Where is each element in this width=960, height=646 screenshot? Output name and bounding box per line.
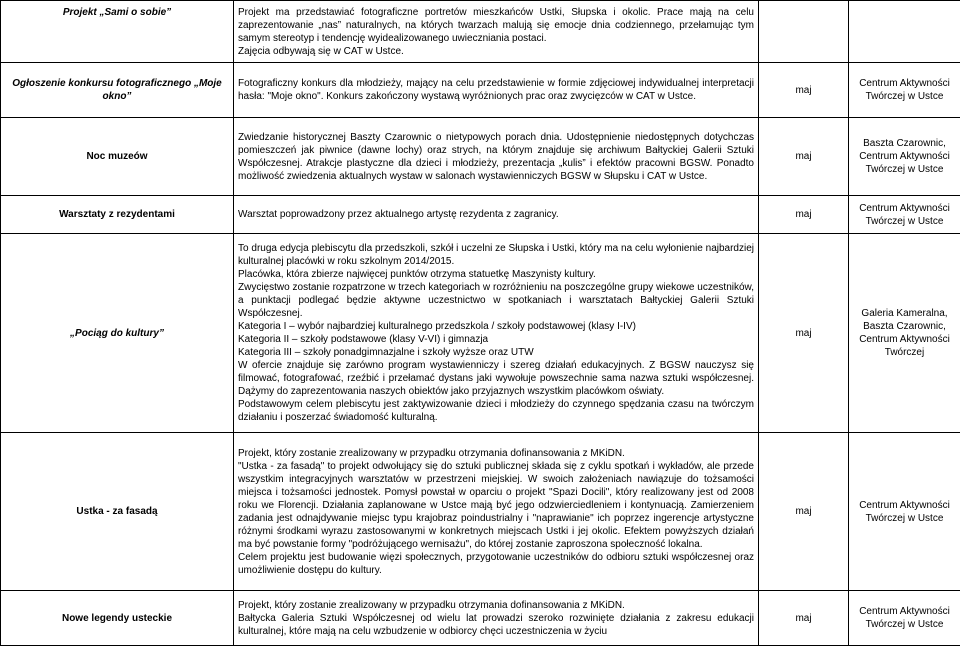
table-row: [1, 433, 960, 591]
table-row: [1, 63, 960, 118]
event-month: [759, 1, 849, 63]
event-description: Projekt, który zostanie zrealizowany w przypadku otrzymania dofinansowania z MKiDN. Bałtycka Galeria Sztuki Współczesnej od wielu lat prowadzi szeroko rozwinięte działania z zakresu edukacji kulturalnej, które mają na celu wzbudzenie w odbiorcy chęci uczestniczenia w życiu: [234, 591, 759, 646]
table-row: [1, 234, 960, 433]
event-description: Projekt ma przedstawiać fotograficzne portretów mieszkańców Ustki, Słupska i okolic. Prace mają na celu zaprezentowanie „nas” naturalnych, na których twarzach malują się emocje dnia codziennego, przełamując tym samym stereotyp i tendencję wyidealizowanego uwieczniania postaci. Zajęcia odbywają się w CAT w Ustce.: [234, 1, 759, 63]
event-month: maj: [759, 196, 849, 234]
event-month: maj: [759, 591, 849, 646]
table-row: [1, 1, 960, 63]
event-description: Projekt, który zostanie zrealizowany w przypadku otrzymania dofinansowania z MKiDN. "Ustka - za fasadą" to projekt odwołujący się do sztuki publicznej składa się z cyklu spotkań i wykładów, ale przede wszystkim integracyjnych warsztatów w przestrzeni miejskiej. W swoich założeniach nawiązuje do tożsamości miejsca i tożsamości jednostek. Pomysł powstał w oparciu o projekt "Spazi Docili", który realizowany jest od 2008 roku we Florencji. Działania zaplanowane w Ustce mają być jego odzwierciedleniem i kontynuacją. Zamierzeniem zadania jest odnajdywanie miejsc typu krajobraz poindustrialny i "naprawianie" ich poprzez ingerencje artystyczne różnymi środkami wyrazu zastosowanymi w konkretnych miejscach Ustki i jej okolic. Efektem powyższych działań ma być powstanie formy "podróżującego wernisażu", do której zostanie zaproszona społeczność lokalna. Celem projektu jest budowanie więzi społecznych, przygotowanie uczestników do odbioru sztuki współczesnej oraz umożliwienie dostępu do kultury.: [234, 433, 759, 591]
event-description: Fotograficzny konkurs dla młodzieży, mający na celu przedstawienie w formie zdjęciowej indywidualnej interpretacji hasła: "Moje okno". Konkurs zakończony wystawą wyróżnionych prac oraz zwycięzców w CAT w Ustce.: [234, 63, 759, 118]
table-row: [1, 196, 960, 234]
event-month: maj: [759, 234, 849, 433]
event-description: Warsztat poprowadzony przez aktualnego artystę rezydenta z zagranicy.: [234, 196, 759, 234]
event-place: Centrum Aktywności Twórczej w Ustce: [849, 63, 960, 118]
table-row: [1, 118, 960, 196]
event-description: To druga edycja plebiscytu dla przedszkoli, szkół i uczelni ze Słupska i Ustki, który ma na celu wyłonienie najbardziej kulturalnej placówki w roku szkolnym 2014/2015. Placówka, która zbierze najwięcej punktów otrzyma statuetkę Maszynisty kultury. Zwycięstwo zostanie rozpatrzone w trzech kategoriach w rozróżnieniu na poszczególne grupy wiekowe uczestników, a punktacji podlegać będzie aktywne uczestnictwo w spotkaniach i warsztatach Bałtyckiej Galerii Sztuki Współczesnej. Kategoria I – wybór najbardziej kulturalnego przedszkola / szkoły podstawowej (klasy I-IV) Kategoria II – szkoły podstawowe (klasy V-VI) i gimnazja Kategoria III – szkoły ponadgimnazjalne i szkoły wyższe oraz UTW W ofercie znajduje się zarówno program wystawienniczy i szereg działań edukacyjnych. Z BGSW nauczysz się filmować, fotografować, rzeźbić i przełamać dystans jaki wywołuje powszechnie sama nazwa sztuki współczesnej. Dążymy do zaprezentowania naszych obiektów jako przyjaznych wszystkim placówkom oświaty. Podstawowym celem plebiscytu jest zaktywizowanie dzieci i młodzieży do czynnego spędzania czasu na twórczym działaniu i poszerzać świadomość kulturalną.: [234, 234, 759, 433]
event-place: Centrum Aktywności Twórczej w Ustce: [849, 433, 960, 591]
event-month: maj: [759, 63, 849, 118]
event-place: Centrum Aktywności Twórczej w Ustce: [849, 196, 960, 234]
event-place: [849, 1, 960, 63]
event-place: Galeria Kameralna, Baszta Czarownic, Centrum Aktywności Twórczej: [849, 234, 960, 433]
event-month: maj: [759, 118, 849, 196]
event-place: Centrum Aktywności Twórczej w Ustce: [849, 591, 960, 646]
event-name: Noc muzeów: [1, 118, 234, 196]
event-name: Nowe legendy usteckie: [1, 591, 234, 646]
event-name: Ustka - za fasadą: [1, 433, 234, 591]
event-name: Ogłoszenie konkursu fotograficznego „Moje okno”: [1, 63, 234, 118]
event-name: Warsztaty z rezydentami: [1, 196, 234, 234]
event-name: Projekt „Sami o sobie”: [1, 1, 234, 63]
event-name: „Pociąg do kultury”: [1, 234, 234, 433]
event-description: Zwiedzanie historycznej Baszty Czarownic o nietypowych porach dnia. Udostępnienie niedostępnych dotychczas pomieszczeń jak piwnice (dawne lochy) oraz strych, na którym znajduje się archiwum Bałtyckiej Galerii Sztuki Współczesnej. Atrakcje plastyczne dla dzieci i młodzieży, prezentacja „kulis” i efektów pracowni BGSW. Ponadto możliwość zwiedzenia aktualnych wystaw w salonach wystawienniczych BGSW w Słupsku i CAT w Ustce.: [234, 118, 759, 196]
event-place: Baszta Czarownic, Centrum Aktywności Twórczej w Ustce: [849, 118, 960, 196]
table-row: [1, 591, 960, 646]
event-month: maj: [759, 433, 849, 591]
